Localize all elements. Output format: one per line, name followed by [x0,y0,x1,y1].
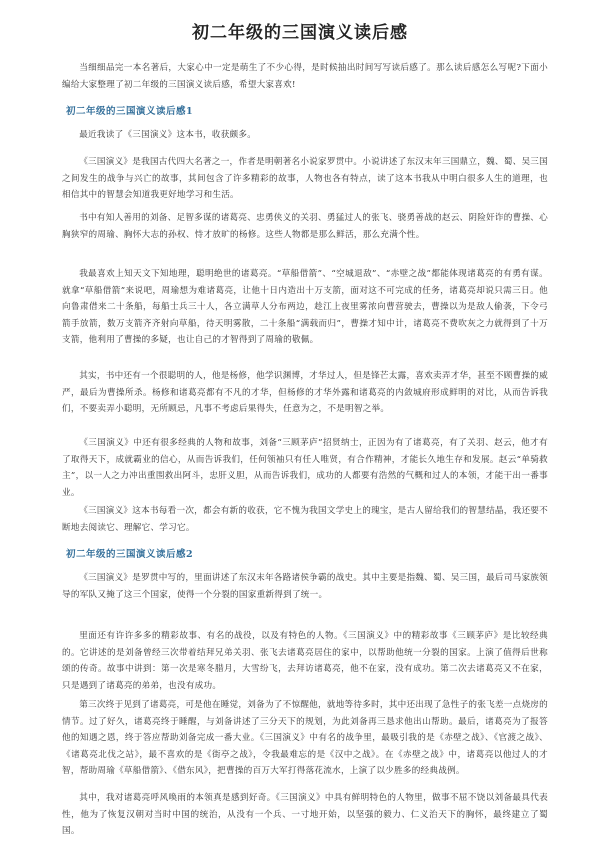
section-1-paragraph-5: 其实，书中还有一个很聪明的人，他是杨修，他学识渊博，才华过人，但是锋芒太露，喜欢卖弄才华，甚至不顾曹操的威严，最后为曹操所杀。杨修和诸葛亮都有不凡的才华，但杨修的才华外露和诸葛亮的内敛城府形成鲜明的对比，从而告诉我们，不要卖弄小聪明，无所顾忌，凡事不考虑后果得失，任意为之，不是明智之举。 [62,371,548,415]
section-2-heading: 初二年级的三国演义读后感2 [66,549,194,560]
section-1-paragraph-6: 《三国演义》中还有很多经典的人物和故事，刘备“三顾茅庐”招贤纳士，正因为有了诸葛亮，有了关羽、赵云，他才有了取得天下，成就霸业的信心，从而告诉我们，任何领袖只有任人唯贤，有合作精神，才能长久地生存和发展。赵云“单骑救主”，以一人之力冲出重围救出阿斗，忠肝义胆，从而告诉我们，成功的人都要有浩然的气概和过人的本领，才能干出一番事业。 [62,438,548,498]
section-1-heading: 初二年级的三国演义读后感1 [66,106,194,117]
section-1-paragraph-2: 《三国演义》是我国古代四大名著之一，作者是明朝著名小说家罗贯中。小说讲述了东汉末年三国鼎立，魏、蜀、吴三国之间发生的战争与兴亡的故事，其间包含了许多精彩的故事，人物也各有特点，读了这本书我从中明白很多人生的道理，也相信其中的智慧会知道我更好地学习和生活。 [62,157,548,201]
section-2-paragraph-1: 《三国演义》是罗贯中写的，里面讲述了东汉末年各路诸侯争霸的战史。其中主要是指魏、蜀、吴三国，最后司马家族领导的军队又掩了这三个国家，使得一个分裂的国家重新得到了统一。 [62,573,548,600]
section-1-paragraph-3: 书中有知人善用的刘备、足智多谋的诸葛亮、忠勇侠义的关羽、勇猛过人的张飞、骁勇善战的赵云、阴险奸诈的曹操、心胸狭窄的周瑜、胸怀大志的孙权、恃才放旷的杨修。这些人物都是那么鲜活，那么充满个性。 [62,213,548,240]
document-title: 初二年级的三国演义读后感 [192,23,408,43]
section-1-paragraph-4: 我最喜欢上知天文下知地理，聪明绝世的诸葛亮。“草船借箭”、“空城退敌”、“赤壁之战”都能体现诸葛亮的有勇有谋。就拿“草船借箭”来说吧，周瑜想为难诸葛亮，让他十日内造出十万支箭，面对这不可完成的任务，诸葛亮却说只需三日。他向鲁肃借来二十条船，每船士兵三十人，各立满草人分布两边，趁江上夜里雾浓向曹营驶去，曹操以为是敌人偷袭，下令弓箭手放箭，数万支箭齐齐射向草船，待天明雾散，二十条船“满载而归”，曹操才知中计，诸葛亮不费吹灰之力就得到了十万支箭，他利用了曹操的多疑，也让自己的才智得到了周瑜的敬佩。 [62,269,548,346]
section-1-paragraph-7: 《三国演义》这本书每看一次，都会有新的收获，它不愧为我国文学史上的瑰宝，是古人留给我们的智慧结晶，我还要不断地去阅读它、理解它、学习它。 [62,506,548,533]
intro-paragraph: 当细细品完一本名著后，大家心中一定是萌生了不少心得，是时候抽出时间写写读后感了。那么读后感怎么写呢?下面小编给大家整理了初二年级的三国演义读后感，希望大家喜欢! [62,63,548,90]
section-2-paragraph-2: 里面还有许许多多的精彩故事、有名的战役，以及有特色的人物。《三国演义》中的精彩故事《三顾茅庐》是比较经典的。它讲述的是刘备曾经三次带着结拜兄弟关羽、张飞去诸葛亮居住的家中，以帮助他统一分裂的国家。上演了值得后世称颂的传奇。故事中讲到：第一次是寒冬腊月，大雪纷飞，去拜访诸葛亮，他不在家，没有成功。第二次去诸葛亮又不在家，只是遇到了诸葛亮的弟弟，也没有成功。 [62,631,548,691]
section-1-paragraph-1: 最近我读了《三国演义》这本书，收获颇多。 [79,130,257,140]
section-2-paragraph-3: 第三次终于见到了诸葛亮，可是他在睡觉，刘备为了不惊醒他，就地等待多时，其中还出现了急性子的张飞差一点烧房的情节。过了好久，诸葛亮终于睡醒，与刘备讲述了三分天下的规划，为此刘备再三恳求他出山帮助。最后，诸葛亮为了报答他的知遇之恩，终于答应帮助刘备完成一番大业。《三国演义》中有名的战争里，最吸引我的是《赤壁之战》、《官渡之战》、《诸葛亮北伐之站》，最不喜欢的是《街亭之战》，令我最难忘的是《汉中之战》。在《赤壁之战》中，诸葛亮以他过人的才智，帮助周瑜《草船借箭》、《借东风》，把曹操的百万大军打得落花流水，上演了以少胜多的经典战例。 [62,700,548,777]
section-2-paragraph-4: 其中，我对诸葛亮呼风唤雨的本领真是感到好奇。《三国演义》中具有鲜明特色的人物里，做事不屈不饶以刘备最具代表性，他为了恢复汉朝对当时中国的统治，从没有一个兵、一寸地开始，以坚强的毅力、仁义治天下的胸怀，最终建立了蜀国。 [62,793,548,837]
